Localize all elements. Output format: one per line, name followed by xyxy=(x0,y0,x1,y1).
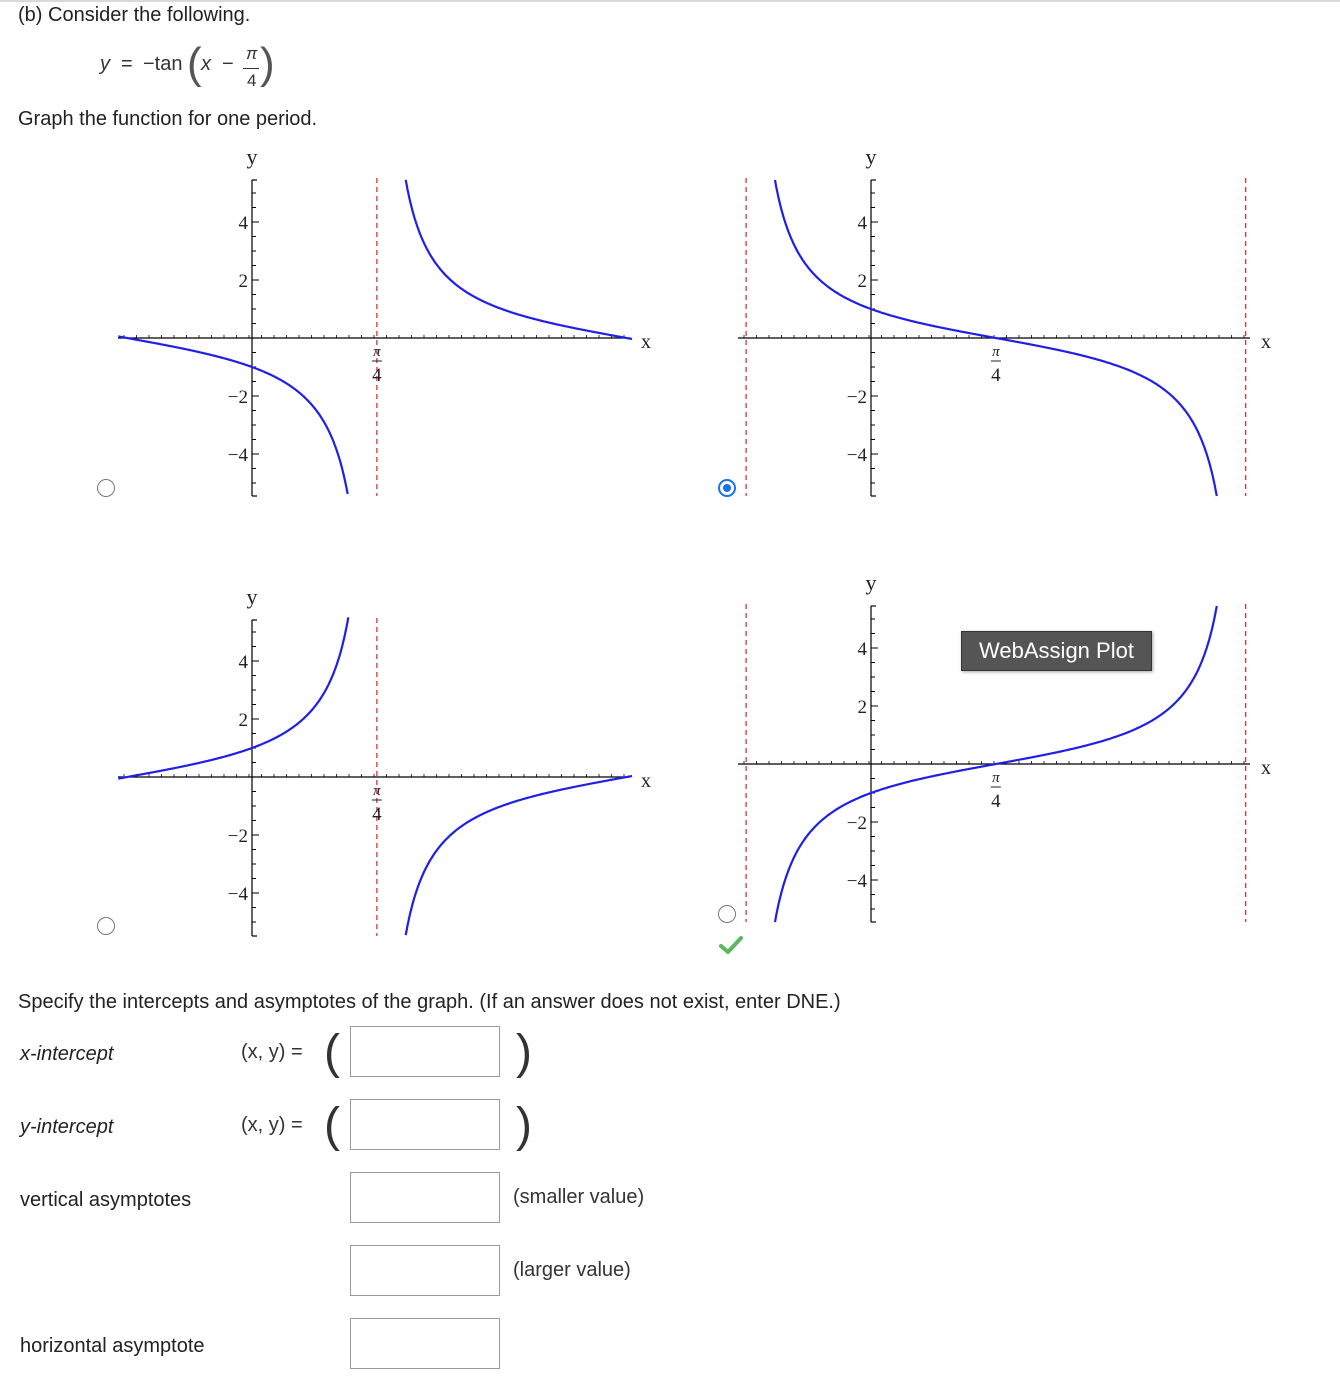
y-tick-label: −2 xyxy=(227,826,248,847)
x-intercept-open-paren: ( xyxy=(324,1026,340,1079)
x-tick-label-4: 4 xyxy=(991,365,1001,386)
y-axis-label: y xyxy=(246,144,258,169)
x-tick-label-pi: π xyxy=(992,770,1000,786)
y-intercept-label xyxy=(20,1116,113,1139)
x-intercept-label xyxy=(20,1043,113,1066)
y-tick-label: −2 xyxy=(227,387,248,408)
y-tick-label: 2 xyxy=(857,271,867,292)
correct-check-icon xyxy=(719,935,743,955)
curve-branch-1 xyxy=(118,617,348,778)
eq-frac-num: π xyxy=(246,44,258,63)
radio-option-1[interactable] xyxy=(97,479,115,497)
top-divider xyxy=(0,0,1340,2)
y-intercept-close-paren: ) xyxy=(516,1099,532,1152)
x-axis-label: x xyxy=(641,770,651,792)
eq-equals: = xyxy=(121,53,133,75)
x-tick-label-pi: π xyxy=(373,783,381,799)
x-axis-label: x xyxy=(1261,757,1271,779)
radio-option-2[interactable] xyxy=(718,479,736,497)
x-tick-label-4: 4 xyxy=(991,791,1001,812)
x-tick-label-pi: π xyxy=(373,344,381,360)
x-tick-label-pi: π xyxy=(992,344,1000,360)
webassign-plot-tooltip: WebAssign Plot xyxy=(961,631,1152,671)
y-tick-label: 4 xyxy=(857,639,867,660)
eq-minus: − xyxy=(222,53,234,75)
radio-option-3[interactable] xyxy=(97,917,115,935)
y-tick-label: 2 xyxy=(238,271,248,292)
y-tick-label: −2 xyxy=(846,387,867,408)
y-tick-label: 4 xyxy=(857,213,867,234)
eq-frac-bar xyxy=(243,68,259,69)
eq-arg-var: x xyxy=(201,53,211,75)
eq-func: −tan xyxy=(143,53,183,75)
eq-open-paren: ( xyxy=(187,39,202,88)
horizontal-asymptote-input[interactable] xyxy=(350,1318,500,1369)
vertical-asymptote-smaller-input[interactable] xyxy=(350,1172,500,1223)
instruction: Graph the function for one period. xyxy=(18,108,318,130)
y-axis-label: y xyxy=(865,144,877,169)
x-tick-label-4: 4 xyxy=(372,804,382,825)
y-axis-label: y xyxy=(865,570,877,595)
vertical-asymptote-larger-input[interactable] xyxy=(350,1245,500,1296)
y-axis-label: y xyxy=(246,584,258,609)
x-intercept-close-paren: ) xyxy=(516,1026,532,1079)
eq-close-paren: ) xyxy=(260,39,275,88)
specify-instruction: Specify the intercepts and asymptotes of the graph. (If an answer does not exist, enter DNE.) xyxy=(18,991,841,1013)
graph-option-3[interactable] xyxy=(110,580,670,950)
graph-option-4[interactable] xyxy=(730,566,1290,936)
curve-branch-2 xyxy=(406,180,632,339)
y-tick-label: 4 xyxy=(238,213,248,234)
y-tick-label: −2 xyxy=(846,813,867,834)
eq-lhs: y xyxy=(100,53,110,75)
x-axis-label: x xyxy=(641,331,651,353)
y-intercept-input[interactable] xyxy=(350,1099,500,1150)
x-intercept-xy-label: (x, y) = xyxy=(241,1041,303,1063)
x-intercept-input[interactable] xyxy=(350,1026,500,1077)
horizontal-asymptote-label: horizontal asymptote xyxy=(20,1335,205,1357)
radio-option-4[interactable] xyxy=(718,905,736,923)
x-tick-label-4: 4 xyxy=(372,365,382,386)
y-tick-label: 2 xyxy=(238,710,248,731)
graph-option-2[interactable] xyxy=(730,140,1290,510)
x-axis-label: x xyxy=(1261,331,1271,353)
graph-option-1[interactable] xyxy=(110,140,670,510)
eq-frac-den: 4 xyxy=(247,71,257,90)
part-label: (b) Consider the following. xyxy=(18,4,251,26)
x-intercept-text: x-intercept xyxy=(20,1043,114,1065)
y-intercept-xy-label: (x, y) = xyxy=(241,1114,303,1136)
curve-branch-1 xyxy=(118,336,347,494)
y-tick-label: −4 xyxy=(227,884,248,905)
y-tick-label: −4 xyxy=(846,445,867,466)
y-intercept-text: y-intercept xyxy=(20,1116,114,1138)
y-tick-label: 2 xyxy=(857,697,867,718)
curve-branch-2 xyxy=(406,776,632,935)
y-intercept-open-paren: ( xyxy=(324,1099,340,1152)
smaller-value-hint: (smaller value) xyxy=(513,1186,645,1208)
larger-value-hint: (larger value) xyxy=(513,1259,631,1281)
y-tick-label: −4 xyxy=(227,445,248,466)
y-tick-label: 4 xyxy=(238,652,248,673)
y-tick-label: −4 xyxy=(846,871,867,892)
vertical-asymptotes-label: vertical asymptotes xyxy=(20,1189,192,1211)
